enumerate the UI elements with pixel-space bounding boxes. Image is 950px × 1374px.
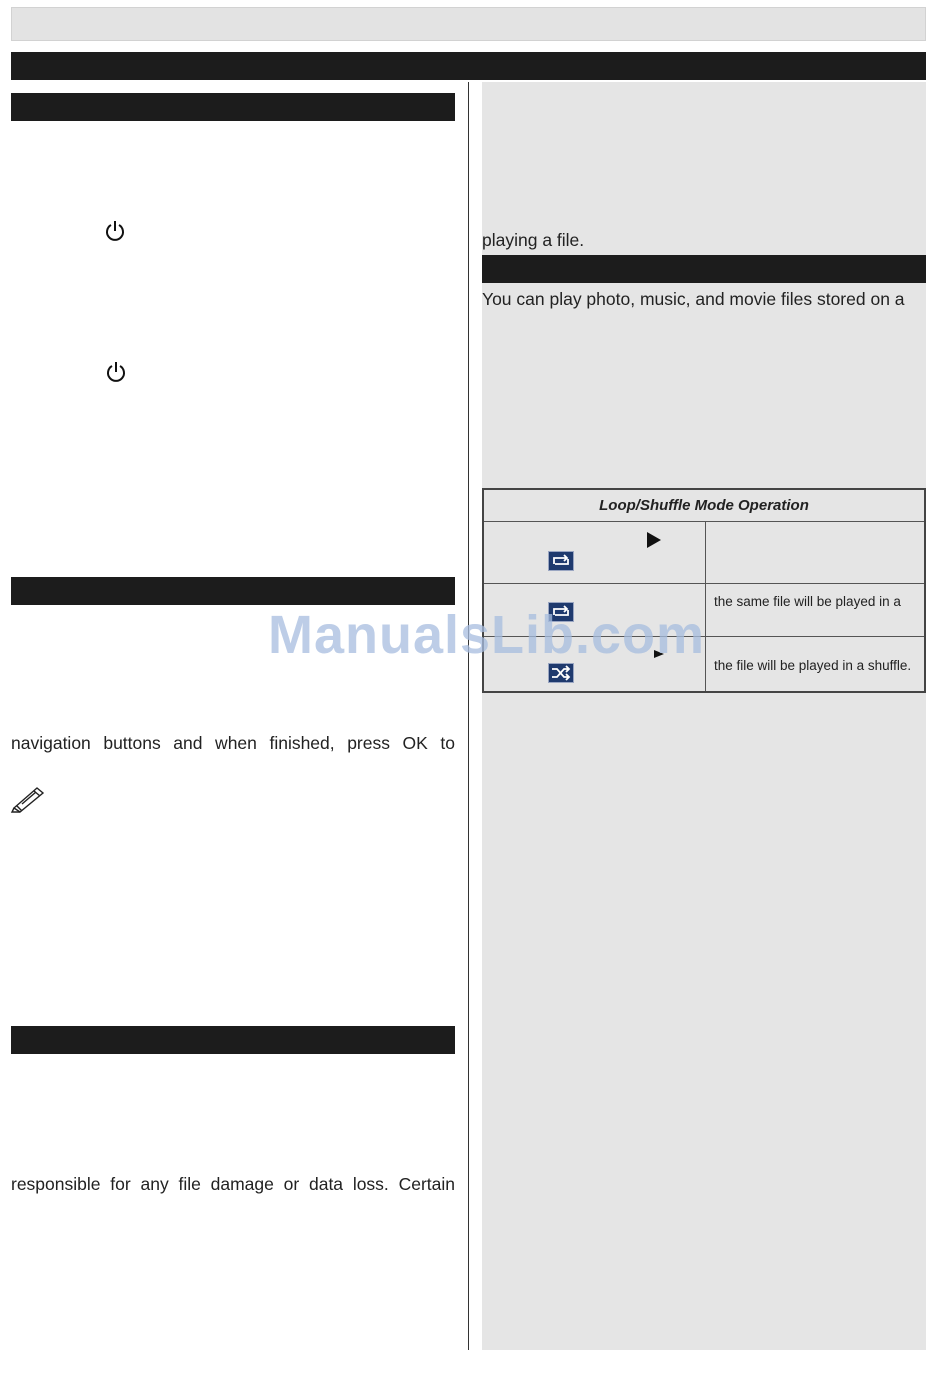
disclaimer-text: responsible for any file damage or data loss. Certain [11, 1174, 455, 1194]
section-bar-1 [11, 93, 455, 121]
row-description: the file will be played in a shuffle. [714, 658, 912, 673]
power-icon [104, 220, 126, 244]
section-bar-2 [11, 577, 455, 605]
pencil-note-icon [10, 783, 46, 813]
section-bar-media [482, 255, 926, 283]
intro-tail-text: playing a file. [482, 230, 585, 250]
shuffle-icon [548, 663, 574, 683]
page-header-band [11, 7, 926, 41]
section-bar-3 [11, 1026, 455, 1054]
nav-instruction-text: navigation buttons and when finished, press OK to [11, 733, 455, 753]
row-description: the same file will be played in a [714, 594, 901, 609]
column-divider [468, 82, 469, 1350]
repeat-icon [548, 551, 574, 571]
title-bar [11, 52, 926, 80]
table-row [484, 521, 924, 584]
play-icon [646, 531, 662, 549]
power-icon [105, 361, 127, 385]
table-title: Loop/Shuffle Mode Operation [484, 490, 924, 522]
watermark: ManualsLib.com [268, 605, 706, 665]
media-intro-text: You can play photo, music, and movie files stored on a [482, 289, 905, 309]
